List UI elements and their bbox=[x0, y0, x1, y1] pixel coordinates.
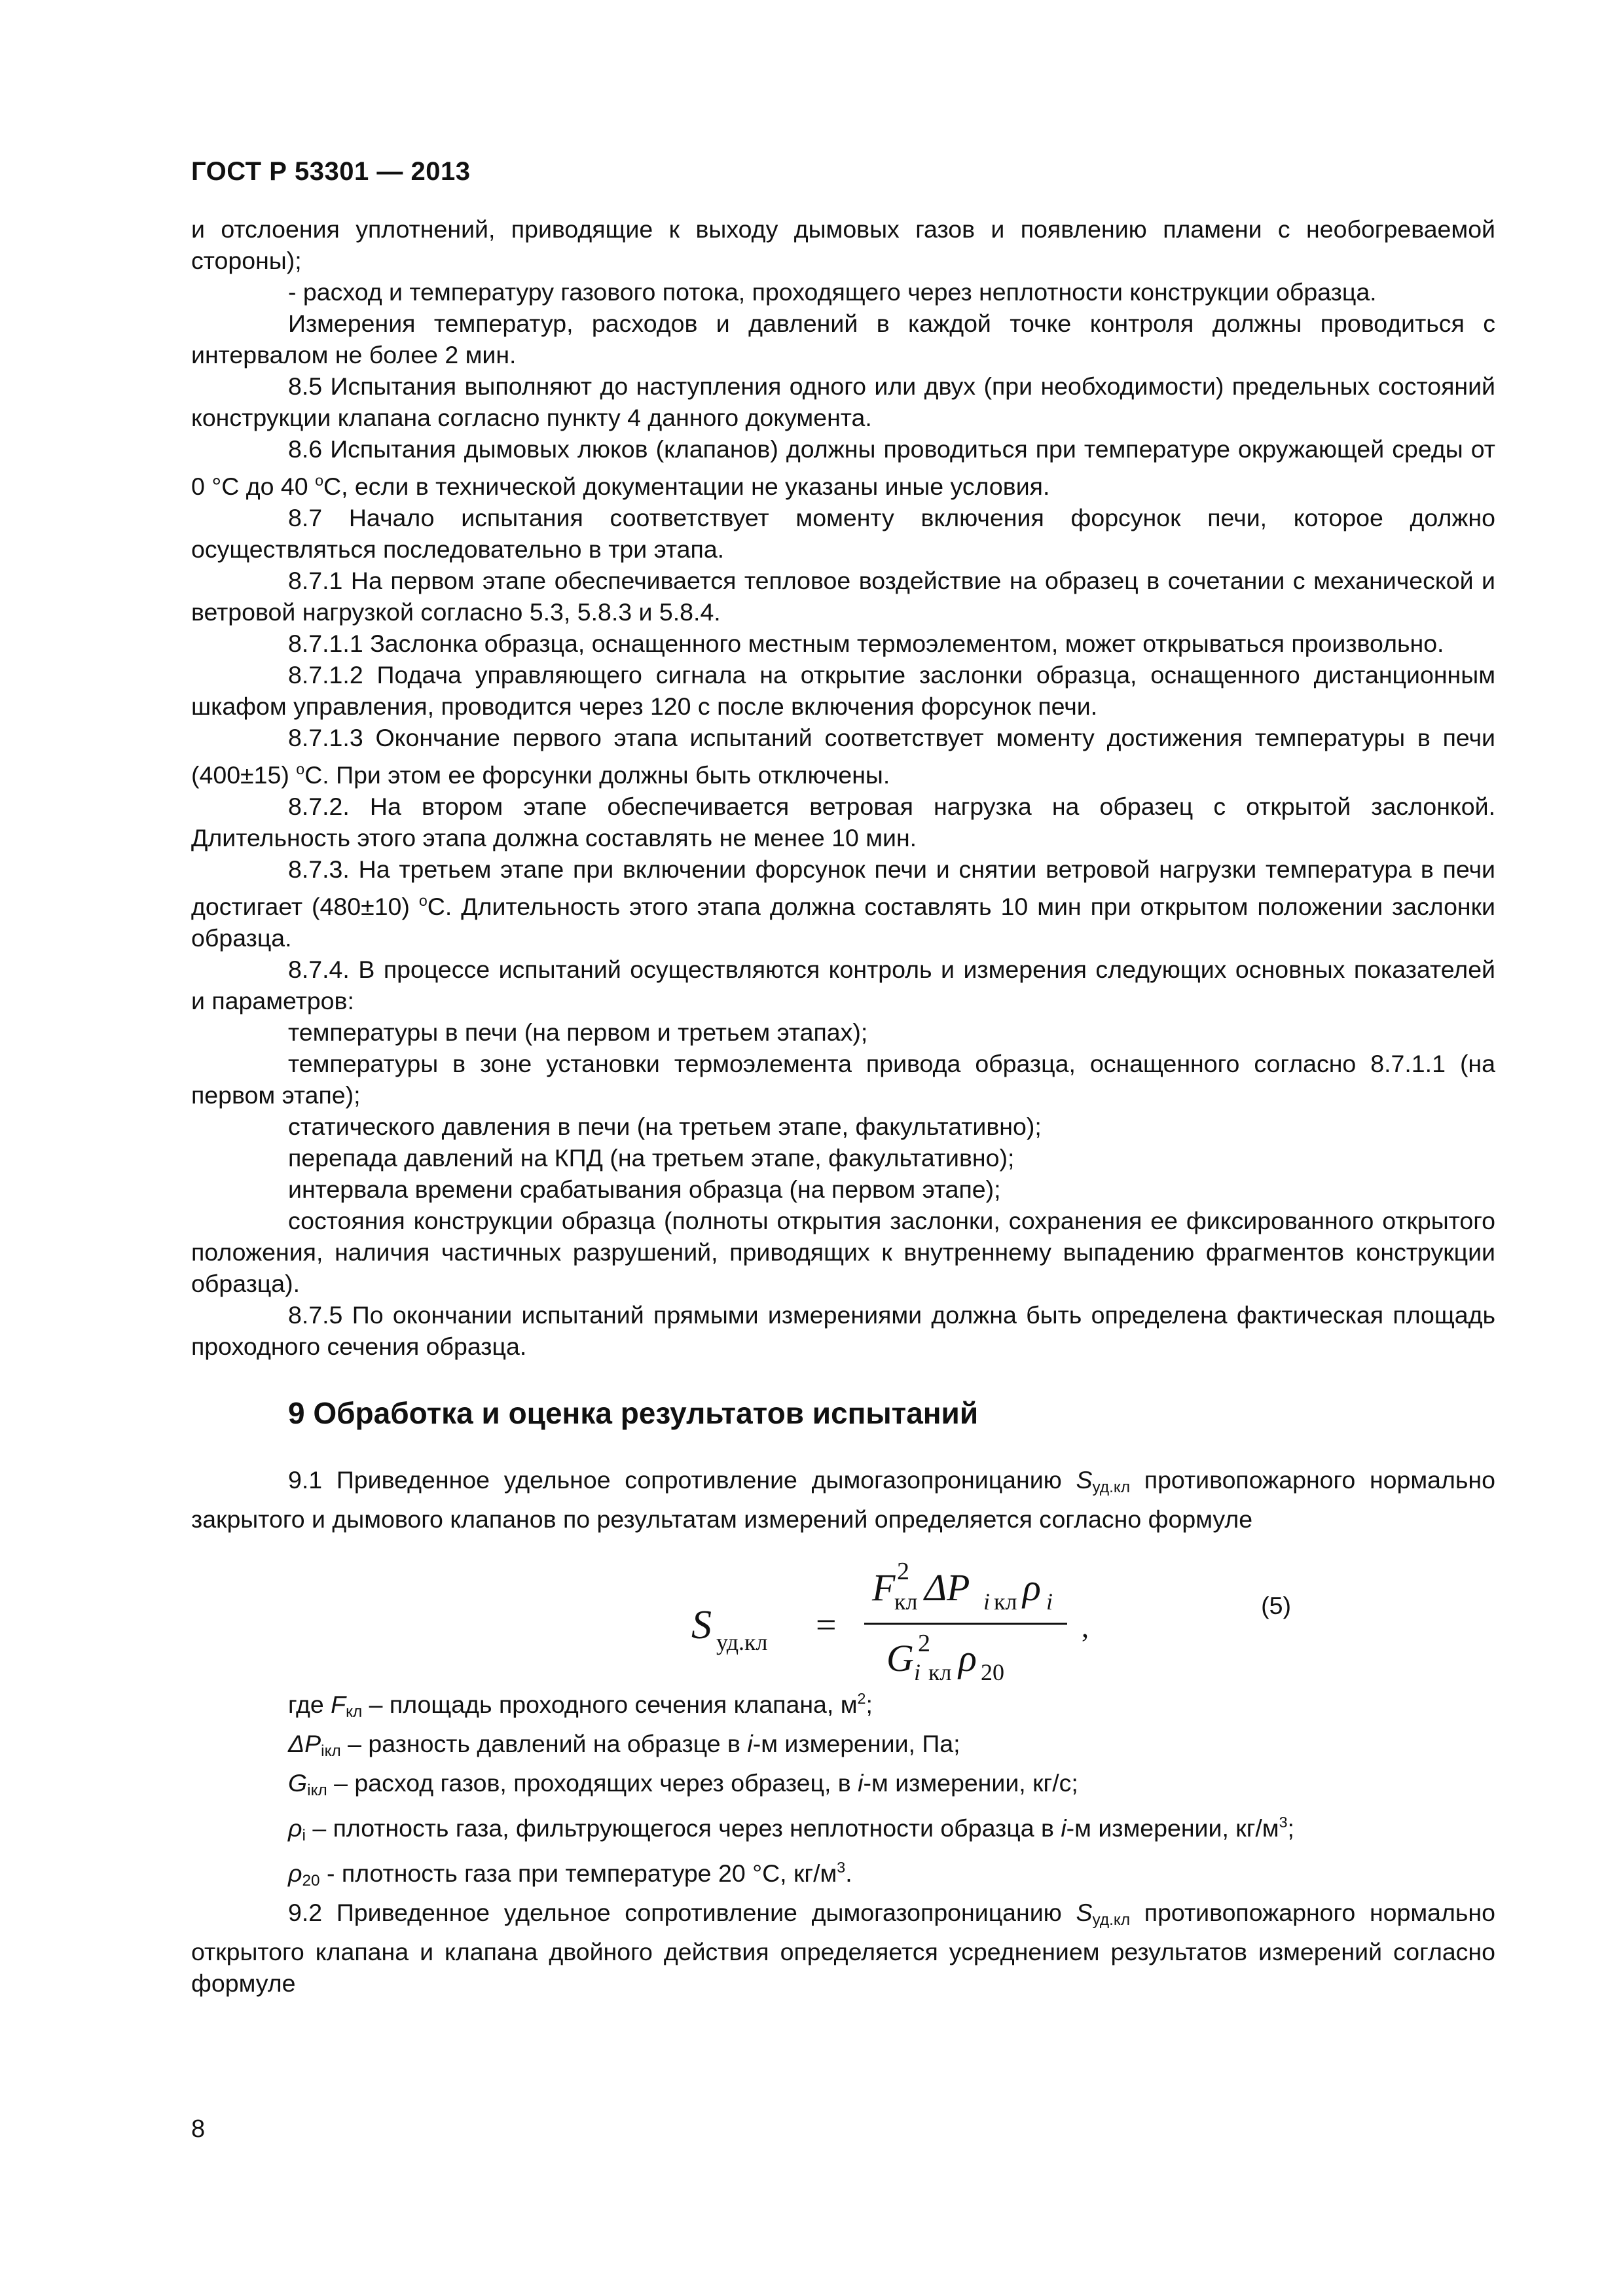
definition-line bbox=[191, 1852, 1495, 1897]
text-run: – площадь проходного сечения клапана, м bbox=[362, 1690, 858, 1718]
symbol: F bbox=[331, 1690, 346, 1718]
subscript: 20 bbox=[302, 1872, 320, 1890]
text-run: С. При этом ее форсунки должны быть отключены. bbox=[304, 761, 890, 789]
formula-text: = bbox=[816, 1604, 837, 1645]
symbol: ΔP bbox=[288, 1729, 321, 1757]
paragraph bbox=[191, 1464, 1495, 1535]
superscript: о bbox=[315, 472, 323, 489]
svg-text:, bbox=[1082, 1611, 1089, 1643]
paragraph: - расход и температуру газового потока, проходящего через неплотности конструкции образца. bbox=[288, 278, 1377, 306]
superscript: о bbox=[296, 760, 305, 778]
subscript: уд.кл bbox=[1092, 1911, 1131, 1929]
subscript: уд.кл bbox=[1092, 1478, 1131, 1496]
paragraph: 8.7.1.2 Подача управляющего сигнала на открытие заслонки образца, оснащенного дистанционным шкафом управления, проводится через 120 с после включения форсунок печи. bbox=[191, 660, 1495, 720]
paragraph: 8.7.1 На первом этапе обеспечивается тепловое воздействие на образец в сочетании с механической и ветровой нагрузкой согласно 5.3, 5.8.3 и 5.8.4. bbox=[191, 566, 1495, 626]
text-run: противопожарного нормально открытого клапана и клапана двойного действия определяется усреднением результатов измерений согласно формуле bbox=[191, 1899, 1495, 1998]
definition-line bbox=[191, 1683, 1495, 1728]
svg-text:i bbox=[1046, 1588, 1053, 1615]
text-run: -м измерении, кг/с; bbox=[863, 1769, 1078, 1797]
svg-text:F bbox=[871, 1566, 896, 1609]
text-run: – плотность газа, фильтрующегося через неплотности образца в bbox=[305, 1814, 1061, 1842]
text-run: -м измерении, кг/м bbox=[1066, 1814, 1279, 1842]
list-item: температуры в печи (на первом и третьем этапах); bbox=[288, 1018, 868, 1046]
subscript: iкл bbox=[321, 1742, 341, 1761]
text-run: С, если в технической документации не указаны иные условия. bbox=[323, 472, 1050, 500]
subscript: iкл bbox=[307, 1782, 327, 1800]
paragraph: 8.7.4. В процессе испытаний осуществляются контроль и измерения следующих основных показателей и параметров: bbox=[191, 955, 1495, 1014]
definition-line bbox=[191, 1728, 1495, 1767]
text-run: – разность давлений на образце в bbox=[340, 1729, 748, 1757]
formula-text: , bbox=[1082, 1611, 1089, 1643]
list-item: температуры в зоне установки термоэлемента привода образца, оснащенного согласно 8.7.1.1 (на первом этапе); bbox=[191, 1049, 1495, 1109]
svg-text:2 bbox=[918, 1630, 930, 1657]
list-item: перепада давлений на КПД (на третьем этапе, факультативно); bbox=[288, 1143, 1015, 1172]
formula-text: кл bbox=[928, 1659, 952, 1683]
symbol: S bbox=[1076, 1465, 1093, 1494]
symbol: i bbox=[747, 1729, 753, 1757]
formula-text: G bbox=[886, 1636, 914, 1679]
text-run: -м измерении, Па; bbox=[752, 1729, 960, 1757]
formula-text: 20 bbox=[981, 1659, 1004, 1683]
text-run: 9.2 Приведенное удельное сопротивление дымогазопроницанию bbox=[288, 1899, 1076, 1927]
text-run: противопожарного нормально закрытого и дымового клапанов по результатам измерений определяется согласно формуле bbox=[191, 1465, 1495, 1533]
symbol: G bbox=[288, 1769, 308, 1797]
paragraph bbox=[191, 853, 1495, 954]
superscript: 3 bbox=[837, 1859, 846, 1876]
subscript: кл bbox=[346, 1702, 363, 1721]
symbol: i bbox=[1061, 1814, 1067, 1842]
text-run: где bbox=[288, 1690, 331, 1718]
formula-text: i bbox=[983, 1588, 991, 1615]
formula-text: i bbox=[914, 1659, 921, 1683]
formula-text: ΔP bbox=[924, 1566, 970, 1609]
svg-text:i bbox=[914, 1659, 921, 1683]
paragraph: 8.7.5 По окончании испытаний прямыми измерениями должна быть определена фактическая площадь проходного сечения образца. bbox=[191, 1300, 1495, 1360]
svg-text:кл bbox=[894, 1588, 917, 1615]
formula-text: 2 bbox=[897, 1557, 909, 1585]
svg-text:ΔP bbox=[923, 1566, 970, 1609]
formula-block bbox=[191, 1535, 1495, 1683]
svg-text:i bbox=[983, 1588, 990, 1615]
formula-text: F bbox=[872, 1566, 896, 1609]
svg-text:кл bbox=[928, 1659, 951, 1683]
formula-text: кл bbox=[894, 1588, 918, 1615]
subscript: i bbox=[302, 1827, 306, 1845]
text-run: С. Длительность этого этапа должна составлять 10 мин при открытом положении заслонки образца. bbox=[191, 892, 1495, 952]
formula-text: уд.кл bbox=[716, 1628, 768, 1655]
svg-text:20 bbox=[981, 1659, 1004, 1683]
svg-text:ρ bbox=[1021, 1566, 1041, 1609]
superscript: 3 bbox=[1279, 1814, 1288, 1831]
section-heading: 9 Обработка и оценка результатов испытаний bbox=[288, 1395, 979, 1430]
paragraph: 8.7.2. На втором этапе обеспечивается ветровая нагрузка на образец с открытой заслонкой. Длительность этого этапа должна составлять не менее 10 мин. bbox=[191, 792, 1495, 852]
formula-text: ρ bbox=[958, 1636, 977, 1679]
page-number: 8 bbox=[191, 2115, 206, 2143]
symbol: ρ bbox=[288, 1859, 302, 1888]
text-run: 8.6 Испытания дымовых люков (клапанов) должны проводиться при температуре окружающей среды от 0 °С до 40 bbox=[191, 435, 1495, 500]
formula-5 bbox=[676, 1535, 1213, 1683]
svg-text:кл bbox=[994, 1588, 1017, 1615]
svg-text:ρ bbox=[957, 1637, 977, 1679]
text-run: ; bbox=[866, 1690, 873, 1718]
paragraph: и отслоения уплотнений, приводящие к выходу дымовых газов и появлению пламени с необогреваемой стороны); bbox=[191, 215, 1495, 274]
text-run: ; bbox=[1287, 1814, 1294, 1842]
symbol: S bbox=[1076, 1899, 1093, 1927]
superscript: о bbox=[418, 891, 428, 909]
text-run: 8.7.1.3 Окончание первого этапа испытаний соответствует моменту достижения температуры в печи (400±15) bbox=[191, 723, 1495, 789]
text-run: 8.7.3. На третьем этапе при включении форсунок печи и снятии ветровой нагрузки температура в печи достигает (480±10) bbox=[191, 855, 1495, 920]
formula-text: кл bbox=[994, 1588, 1017, 1615]
paragraph bbox=[191, 722, 1495, 791]
svg-text:S bbox=[691, 1603, 712, 1647]
list-item: состояния конструкции образца (полноты открытия заслонки, сохранения ее фиксированного открытого положения, наличия частичных разрушений, приводящих к внутреннему выпадению фрагментов конструкции образца). bbox=[191, 1206, 1495, 1297]
paragraph bbox=[191, 433, 1495, 502]
text-run: . bbox=[845, 1859, 852, 1888]
svg-text:= bbox=[816, 1605, 837, 1645]
svg-text:уд.кл bbox=[716, 1629, 768, 1655]
list-item: интервала времени срабатывания образца (на первом этапе); bbox=[288, 1175, 1001, 1203]
paragraph: 8.7.1.1 Заслонка образца, оснащенного местным термоэлементом, может открываться произвольно. bbox=[288, 629, 1444, 657]
svg-text:2 bbox=[897, 1558, 909, 1585]
symbol: ρ bbox=[288, 1814, 302, 1842]
svg-text:G bbox=[886, 1637, 914, 1679]
formula-text: S bbox=[691, 1602, 712, 1647]
formula-text: i bbox=[1046, 1588, 1053, 1615]
paragraph: 8.7 Начало испытания соответствует моменту включения форсунок печи, которое должно осуществляться последовательно в три этапа. bbox=[191, 503, 1495, 563]
formula-text: 2 bbox=[918, 1629, 930, 1657]
paragraph: 8.5 Испытания выполняют до наступления одного или двух (при необходимости) предельных состояний конструкции клапана согласно пункту 4 данного документа. bbox=[191, 372, 1495, 431]
text-run: 9.1 Приведенное удельное сопротивление дымогазопроницанию bbox=[288, 1465, 1076, 1494]
text-run: - плотность газа при температуре 20 °С, кг/м bbox=[319, 1859, 837, 1888]
list-item: статического давления в печи (на третьем этапе, факультативно); bbox=[288, 1112, 1042, 1140]
paragraph bbox=[191, 1897, 1495, 1999]
paragraph: Измерения температур, расходов и давлений в каждой точке контроля должны проводиться с интервалом не более 2 мин. bbox=[191, 310, 1495, 368]
formula-number: (5) bbox=[1261, 1591, 1291, 1619]
superscript: 2 bbox=[857, 1689, 866, 1707]
document-header: ГОСТ Р 53301 — 2013 bbox=[191, 157, 471, 186]
definition-line bbox=[191, 1767, 1495, 1806]
formula-text: ρ bbox=[1023, 1566, 1041, 1609]
text-run: – расход газов, проходящих через образец, в bbox=[327, 1769, 858, 1797]
definition-line bbox=[191, 1806, 1495, 1852]
symbol: i bbox=[858, 1769, 864, 1797]
document-body bbox=[191, 213, 1495, 1999]
